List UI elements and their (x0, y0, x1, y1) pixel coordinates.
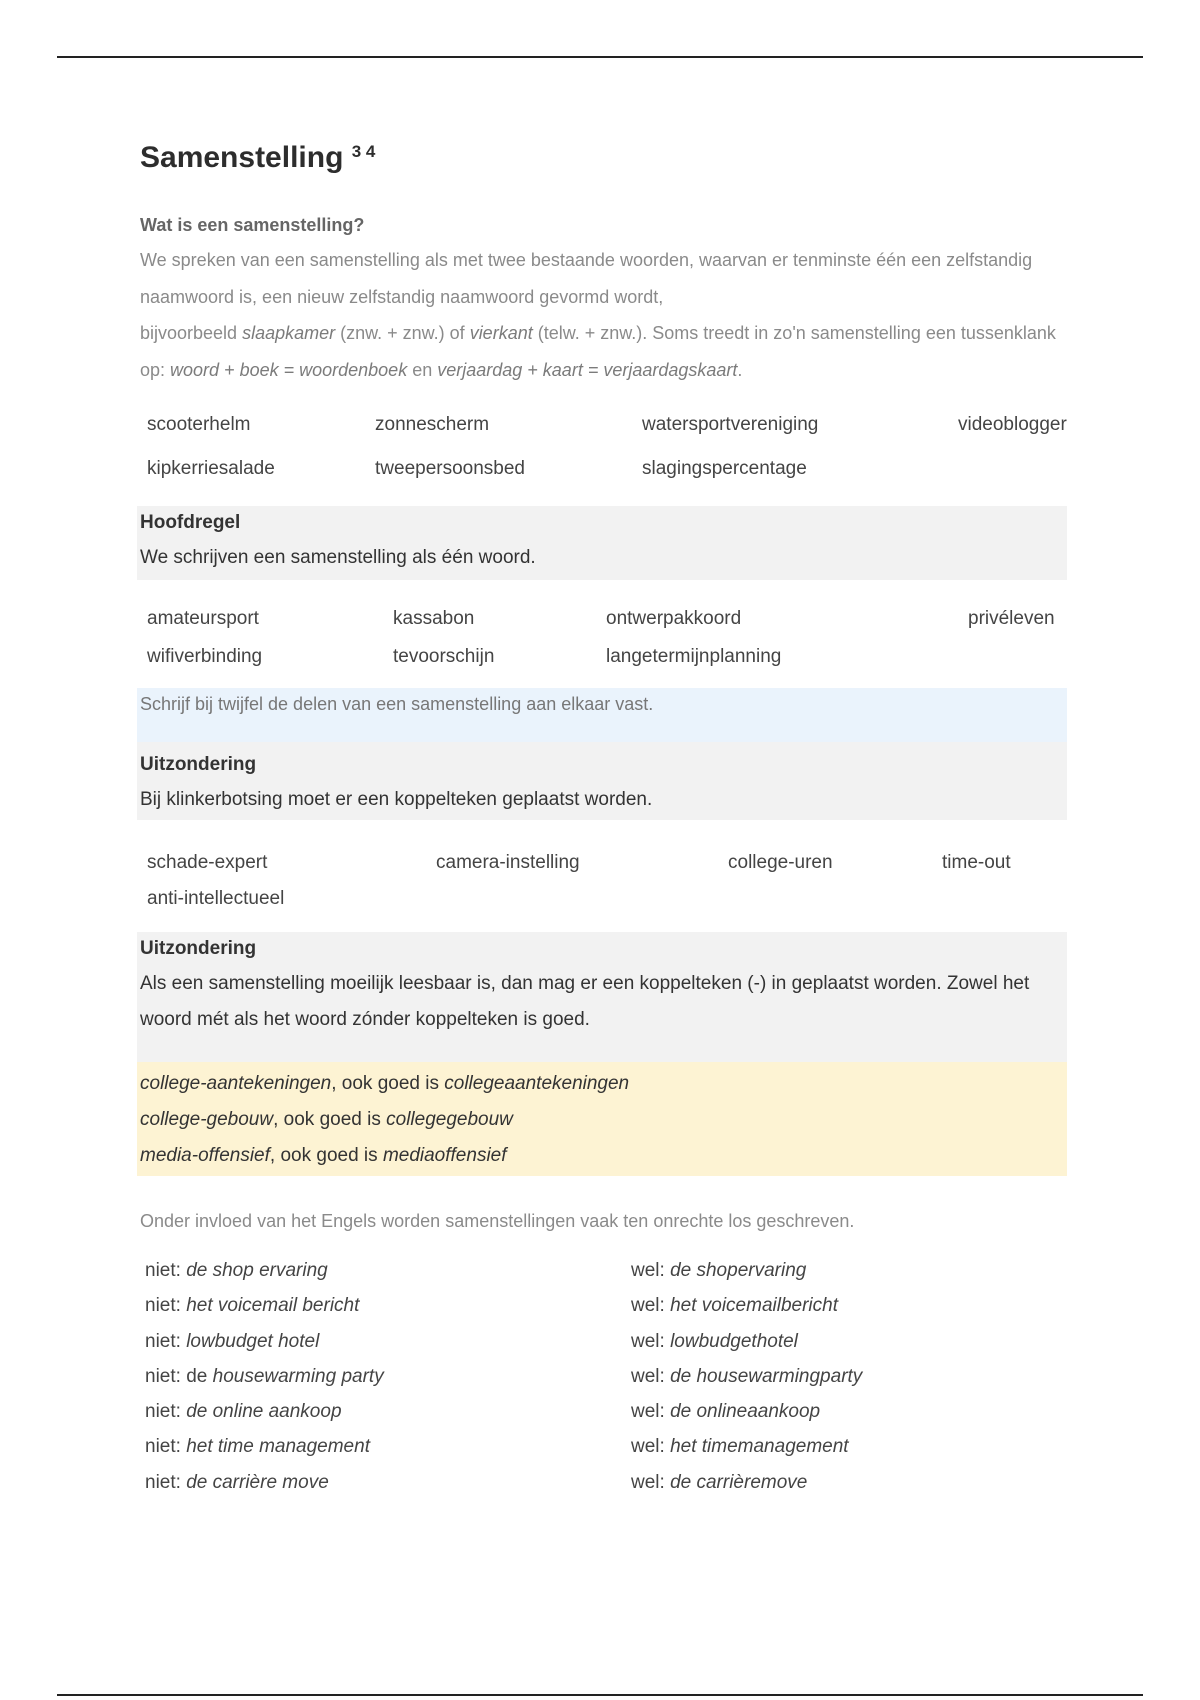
wel-item: wel: het voicemailbericht (631, 1295, 838, 1317)
word-item: watersportvereniging (642, 414, 819, 435)
niet-item: niet: de carrière move (145, 1471, 329, 1493)
example-line: media-offensief, ook goed is mediaoffensief (140, 1145, 507, 1166)
word-item: schade-expert (147, 852, 268, 873)
niet-item: niet: het voicemail bericht (145, 1295, 360, 1317)
niet-item: niet: het time management (145, 1436, 370, 1458)
niet-item: niet: de online aankoop (145, 1401, 342, 1423)
example-line: college-gebouw, ook goed is collegegebouw (140, 1109, 513, 1130)
word-item: time-out (942, 852, 1011, 873)
wel-item: wel: de carrièremove (631, 1471, 808, 1493)
hyphen-examples-box (137, 1062, 1067, 1176)
page-title: Samenstelling $^{3 4}$ (140, 141, 376, 174)
intro-paragraph: We spreken van een samenstelling als met twee bestaande woorden, waarvan er tenminste één een zelfstandig naamwoord is, een nieuw zelfstandig naamwoord gevormd wordt, bijvoorbeeld slaapkamer (znw. + znw.) of vierkant (telw. + znw.). Soms treedt in zo'n samenstelling een tussenklank op: woord + boek = woordenboek en verjaardag + kaart = verjaardagskaart. (140, 250, 1056, 380)
niet-item: niet: de shop ervaring (145, 1260, 328, 1281)
main-rule-box (137, 506, 1067, 580)
exception-readability-box (137, 932, 1067, 1062)
english-influence-note: Onder invloed van het Engels worden samenstellingen vaak ten onrechte los geschreven. (140, 1211, 855, 1231)
exception-heading: Uitzondering (140, 754, 257, 775)
comparison-row (140, 1366, 1070, 1401)
wel-item: wel: de onlineaankoop (631, 1401, 821, 1423)
word-item: slagingspercentage (642, 458, 807, 479)
exception-heading: Uitzondering (140, 938, 257, 959)
wel-item: wel: lowbudgethotel (631, 1330, 798, 1352)
comparison-row (140, 1436, 1070, 1471)
word-item: ontwerpakkoord (606, 608, 742, 629)
bottom-rule (57, 1694, 1143, 1696)
comparison-row (140, 1472, 1070, 1507)
top-rule (57, 56, 1143, 58)
page-content (140, 140, 1070, 1507)
word-item: college-uren (728, 852, 833, 873)
question-heading: Wat is een samenstelling? (140, 215, 365, 235)
word-item: scooterhelm (147, 414, 251, 435)
main-rule-heading: Hoofdregel (140, 512, 241, 533)
wel-item: wel: het timemanagement (631, 1436, 849, 1458)
exception-vowel-box (137, 742, 1067, 820)
word-item: camera-instelling (436, 852, 580, 873)
word-item: kassabon (393, 608, 475, 629)
comparison-row (140, 1260, 1070, 1295)
word-item: anti-intellectueel (147, 888, 285, 909)
word-item: langetermijnplanning (606, 646, 782, 667)
word-item: amateursport (147, 608, 259, 629)
doubt-hint: Schrijf bij twijfel de delen van een samenstelling aan elkaar vast. (137, 688, 1067, 742)
word-item: privéleven (968, 608, 1055, 629)
word-item: videoblogger (958, 414, 1067, 435)
niet-item: niet: de housewarming party (145, 1365, 384, 1387)
word-item: wifiverbinding (147, 646, 263, 667)
word-item: kipkerriesalade (147, 458, 275, 479)
exception-text: Als een samenstelling moeilijk leesbaar is, dan mag er een koppelteken (-) in geplaatst worden. Zowel het woord mét als het woord zónder koppelteken is goed. (140, 973, 1030, 1030)
main-rule-text: We schrijven een samenstelling als één woord. (140, 547, 536, 568)
word-item: tweepersoonsbed (375, 458, 525, 479)
footnote-refs: 3 4 (351, 142, 376, 161)
exception-text: Bij klinkerbotsing moet er een koppelteken geplaatst worden. (140, 789, 653, 810)
word-grid-hyphen (140, 852, 1070, 932)
niet-item: niet: lowbudget hotel (145, 1330, 320, 1352)
comparison-list (140, 1260, 1070, 1507)
word-grid-one-word (140, 608, 1070, 696)
example-line: college-aantekeningen, ook goed is collegeaantekeningen (140, 1073, 630, 1094)
word-item: zonnescherm (375, 414, 490, 435)
comparison-row (140, 1401, 1070, 1436)
comparison-row (140, 1295, 1070, 1330)
wel-item: wel: de housewarmingparty (631, 1365, 863, 1387)
wel-item: wel: de shopervaring (631, 1260, 807, 1281)
word-item: tevoorschijn (393, 646, 495, 667)
comparison-row (140, 1331, 1070, 1366)
word-grid-compounds (140, 414, 1070, 506)
